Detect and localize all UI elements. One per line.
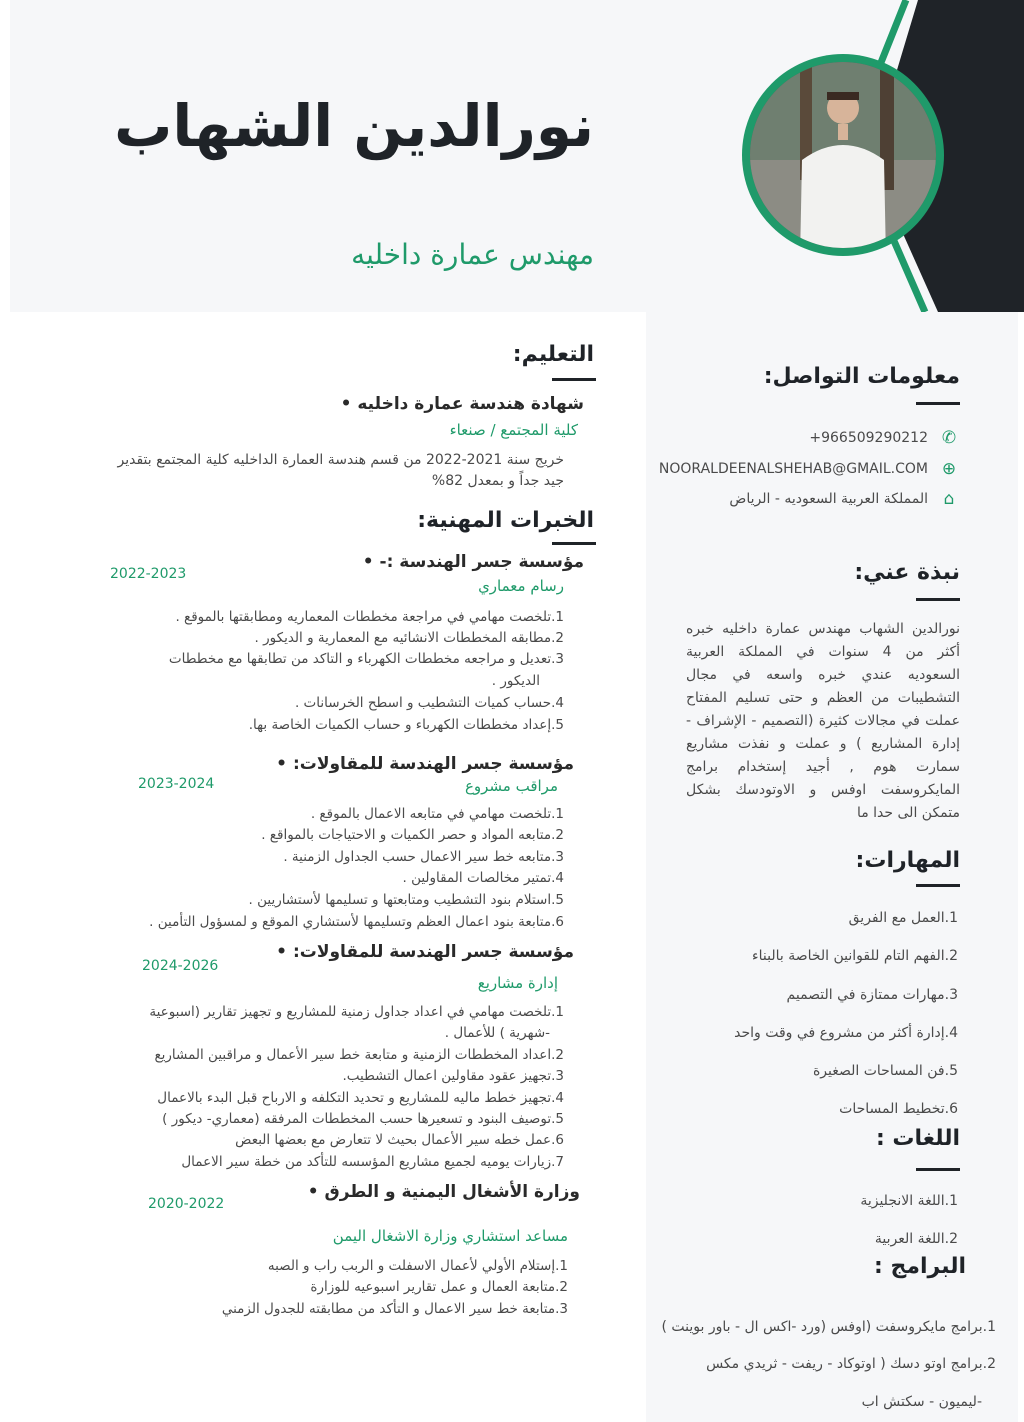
job-duty: الديكور . (491, 673, 540, 689)
program-item: -ليميون - سكتش اب (861, 1394, 982, 1410)
home-icon: ⌂ (943, 489, 955, 509)
job-date: 2022-2023 (110, 566, 187, 582)
skills-heading-rule (916, 884, 960, 887)
job-duty: 2.متابعه المواد و حصر الكميات و الاحتياجات بالمواقع . (261, 827, 564, 843)
job-role: مراقب مشروع (464, 777, 558, 795)
job-duty: 1.تلخصت مهامي في مراجعة مخططات المعماريه ومطابقتها بالموقع . (175, 609, 564, 625)
languages-heading: اللغات : (875, 1126, 960, 1151)
job-duty: 6.متابعة بنود اعمال العظم وتسليمها لأستشاري الموقع و لمسؤول التأمين . (149, 914, 564, 930)
job-duty: 5.إعداد مخططات الكهرباء و حساب الكميات الخاصة بها. (248, 717, 564, 733)
job-company: وزارة الأشغال اليمنية و الطرق • (307, 1182, 580, 1202)
phone-icon: ✆ (941, 428, 957, 448)
job-duty: 2.اعداد المخططات الزمنية و متابعة خط سير الأعمال و مراقبين المشاريع (154, 1047, 564, 1063)
job-duty: 4.حساب كميات التشطيب و اسطح الخرسانات . (294, 695, 564, 711)
program-item: 1.برامج مايكروسفت (اوفس (ورد -اكس ال - باور بوينت ) (661, 1319, 996, 1335)
skills-heading: المهارات: (855, 848, 960, 873)
contact-email-row (659, 459, 960, 479)
job-duty: 1.تلخصت مهامي في متابعه الاعمال بالموقع . (310, 806, 564, 822)
email-text[interactable]: NOORALDEENALSHEHAB@GMAIL.COM (658, 461, 928, 477)
education-heading-rule (552, 378, 596, 381)
job-duty: 3.تعديل و مراجعه مخططات الكهرباء و التاكد من تطابقها مع مخططات (168, 651, 564, 667)
job-date: 2023-2024 (138, 776, 215, 792)
job-duty: 1.تلخصت مهامي في اعداد جداول زمنية للمشاريع و تجهيز تقارير (اسبوعية (149, 1004, 564, 1020)
job-company: مؤسسة جسر الهندسة للمقاولات: • (276, 942, 574, 962)
program-item: 2.برامج اوتو دسك ( اوتوكاد - ريفت - ثريدي مكس (706, 1356, 996, 1372)
languages-heading-rule (916, 1168, 960, 1171)
job-duty: -شهرية ) للأعمال . (444, 1025, 550, 1041)
job-date: 2024-2026 (142, 958, 219, 974)
job-date: 2020-2022 (148, 1196, 225, 1212)
job-duty: 4.تمتير مخالصات المقاولين . (402, 870, 564, 886)
programs-heading: البرامج : (874, 1254, 966, 1279)
skill-item: 2.الفهم التام للقوانين الخاصة بالبناء (752, 948, 958, 964)
education-heading: التعليم: (512, 342, 594, 367)
company-name: وزارة الأشغال اليمنية و الطرق (324, 1182, 580, 1202)
job-role: إدارة مشاريع (477, 974, 558, 992)
globe-icon: ⊕ (941, 459, 957, 479)
job-duty: 3.متابعة خط سير الاعمال و التأكد من مطابقته للجدول الزمني (221, 1301, 568, 1317)
job-duty: 3.تجهيز عقود مقاولين اعمال التشطيب. (342, 1068, 564, 1084)
job-duty: 6.عمل خطه سير الأعمال بحيث لا تتعارض مع بعضها البعض (235, 1132, 564, 1148)
company-name: مؤسسة جسر الهندسة للمقاولات: (292, 754, 574, 774)
about-heading: نبذة عني: (854, 560, 960, 585)
person-name: نورالدين الشهاب (114, 92, 594, 160)
job-duty: 7.زيارات يوميه لجميع مشاريع المؤسسه للتأكد من خطة سير الاعمال (181, 1154, 564, 1170)
language-item: 2.اللغة العربية (874, 1231, 958, 1247)
job-role: مساعد استشاري وزارة الاشغال اليمن (332, 1227, 568, 1245)
contact-heading-rule (916, 402, 960, 405)
education-detail-line2: جيد جداً و بمعدل 82% (431, 473, 564, 489)
about-text: نورالدين الشهاب مهندس عمارة داخليه خبره أكثر من 4 سنوات في المملكة العربية السعوديه عندي خبره واسعه في مجال التشطيبات من العظم و حتى تسليم المفتاح عملت في مجالات كثيرة (التصميم - الإشراف - إدارة المشاريع ) و عملت و نفذت مشاريع سمارت هوم , أجيد إستخدام برامج المايكروسفت اوفس و الاوتودسك بشكل متمكن الى حدا ما (686, 621, 960, 821)
company-name: مؤسسة جسر الهندسة :- (379, 552, 584, 572)
job-duty: 5.استلام بنود التشطيب ومتابعتها و تسليمها لأستشاريين . (248, 892, 564, 908)
job-duty: 3.متابعه خط سير الاعمال حسب الجداول الزمنية . (283, 849, 564, 865)
job-duty: 4.تجهيز خطط ماليه للمشاريع و تحديد التكلفه و الارباح قبل البدء بالاعمال (157, 1090, 564, 1106)
phone-text[interactable]: +966509290212 (809, 430, 928, 446)
company-name: مؤسسة جسر الهندسة للمقاولات: (292, 942, 574, 962)
degree-title: شهادة هندسة عمارة داخليه • (340, 394, 584, 414)
skill-item: 1.العمل مع الفريق (848, 910, 958, 926)
job-duty: 2.متابعة العمال و عمل تقارير اسبوعيه للوزارة (310, 1279, 568, 1295)
contact-location-row (729, 489, 960, 509)
job-duty: 5.توصيف البنود و تسعيرها حسب المخططات المرفقه (معماري- ديكور ) (162, 1111, 564, 1127)
contact-phone-row (809, 428, 960, 448)
contact-heading: معلومات التواصل: (763, 364, 960, 389)
skill-item: 4.إدارة أكثر من مشروع في وقت واحد (734, 1025, 958, 1041)
school-name: كلية المجتمع / صنعاء (449, 421, 578, 439)
location-text: المملكة العربية السعوديه - الرياض (729, 491, 928, 507)
experience-heading: الخبرات المهنية: (417, 508, 594, 533)
about-heading-rule (916, 598, 960, 601)
skill-item: 5.فن المساحات الصغيرة (812, 1063, 958, 1079)
degree-text: شهادة هندسة عمارة داخليه (357, 394, 584, 414)
job-company: مؤسسة جسر الهندسة :- • (362, 552, 584, 572)
experience-heading-rule (552, 542, 596, 545)
job-duty: 1.إستلام الأولي لأعمال الاسفلت و الربب راب و الصبه (267, 1258, 568, 1274)
education-detail-line1: خريج سنة 2021-2022 من قسم هندسة العمارة الداخليه كلية المجتمع بتقدير (117, 452, 564, 468)
job-company: مؤسسة جسر الهندسة للمقاولات: • (276, 754, 574, 774)
job-title: مهندس عمارة داخليه (351, 238, 594, 271)
skill-item: 6.تخطيط المساحات (839, 1101, 958, 1117)
job-role: رسام معماري (478, 577, 564, 595)
job-duty: 2.مطابقه المخططات الانشائيه مع المعمارية و الديكور . (254, 630, 564, 646)
skill-item: 3.مهارات ممتازة في التصميم (786, 987, 958, 1003)
language-item: 1.اللغة الانجليزية (860, 1193, 958, 1209)
